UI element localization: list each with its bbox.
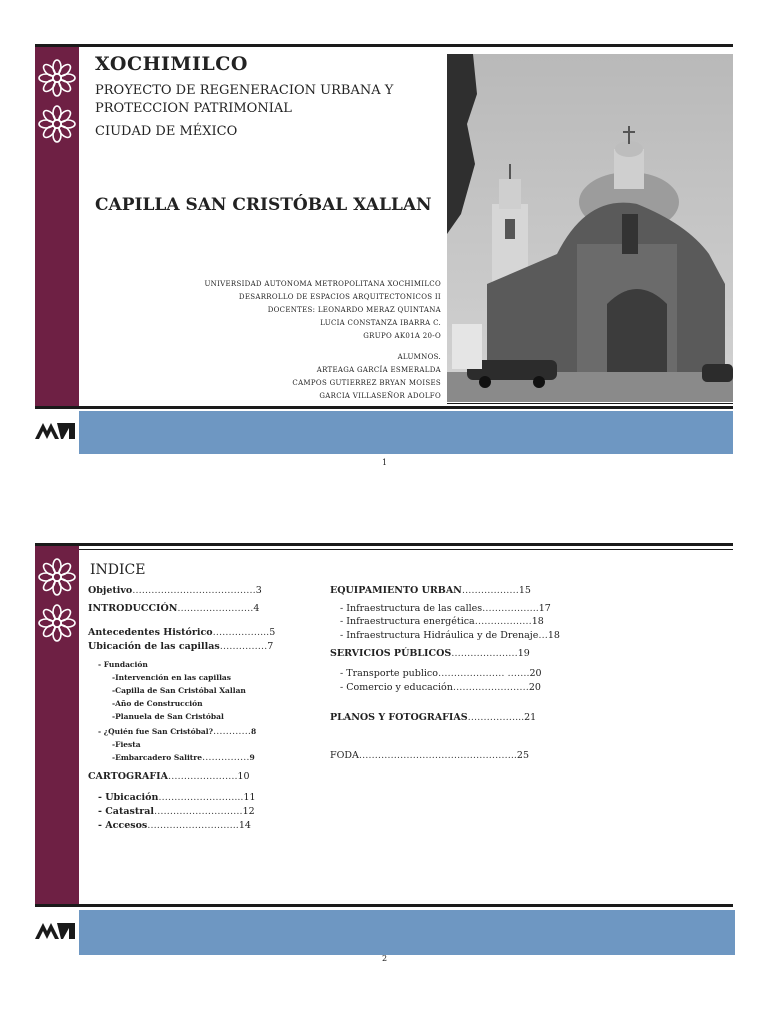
toc-entry-page: 18 [547,630,560,641]
toc-entry[interactable] [112,752,255,763]
toc-entry-page: 20 [529,668,542,679]
toc-entry[interactable] [88,585,262,596]
credit-line: DESARROLLO DE ESPACIOS ARQUITECTONICOS II [238,293,441,301]
toc-entry[interactable] [330,712,536,723]
toc-entry-label: Antecedentes Histórico [88,627,213,638]
toc-entry[interactable] [98,792,256,803]
toc-right-column [330,585,560,785]
toc-entry[interactable] [98,820,251,831]
toc-entry-label: INTRODUCCIÓN [88,603,178,614]
toc-entry[interactable] [88,771,250,782]
toc-entry-label: - Ubicación [98,792,159,803]
toc-entry-page: 18 [531,616,544,627]
toc-entry-leader: ………………………………… [132,585,256,596]
toc-entry-leader: ………… [213,726,251,737]
page-number: 2 [382,954,388,963]
toc-entry-leader: ……………… [474,616,532,627]
credit-line: DOCENTES: LEONARDO MERAZ QUINTANA [267,306,441,314]
bottom-rule [35,406,733,409]
toc-entry-page: 8 [251,727,257,736]
toc-entry-page: 3 [255,585,262,596]
subtitle-line-3: CIUDAD DE MÉXICO [95,124,238,139]
toc-entry-label: - Infraestructura de las calles [340,603,483,614]
toc-entry-label: - Infraestructura energética [340,616,475,627]
toc-entry-page: 20 [528,682,541,693]
toc-entry-label: FODA [330,750,359,761]
toc-entry-page: 14 [238,820,251,831]
toc-entry-label: - Comercio y educación [340,682,453,693]
credit-line: GARCIA VILLASEÑOR ADOLFO [319,392,441,400]
flower-icon [37,104,77,144]
toc-left-column [88,585,308,845]
toc-entry-leader: …………… [219,641,268,652]
toc-entry-label: -Intervención en las capillas [112,673,232,682]
toc-entry-leader: ……………………….. [147,820,239,831]
index-title: INDICE [90,562,146,578]
toc-entry[interactable] [98,806,255,817]
uam-logo-icon [35,923,75,939]
toc-entry-label: - Accesos [98,820,148,831]
toc-entry-leader: ……………... [482,603,539,614]
toc-entry[interactable] [112,739,141,750]
flower-icon [37,603,77,643]
main-title: CAPILLA SAN CRISTÓBAL XALLAN [95,195,432,215]
toc-entry[interactable] [340,603,551,614]
toc-entry-label: -Capilla de San Cristóbal Xallan [112,686,246,695]
side-bar [35,47,79,409]
page-number: 1 [382,458,388,467]
toc-entry-label: -Planuela de San Cristóbal [112,712,224,721]
toc-entry-leader: ……………... [467,712,525,723]
toc-entry[interactable] [330,585,531,596]
toc-entry-page: 25 [516,750,529,761]
toc-entry-leader: ……………… [461,585,519,596]
toc-entry-page: 21 [524,712,537,723]
toc-entry-label: Objetivo [88,585,133,596]
toc-entry-label: -Fiesta [112,740,141,749]
toc-entry-label: - ¿Quién fue San Cristóbal? [98,727,213,736]
toc-entry[interactable] [112,685,246,696]
toc-entry-label: CARTOGRAFIA [88,771,168,782]
toc-entry-page: 10 [237,771,250,782]
toc-entry[interactable] [112,672,231,683]
credit-line: LUCIA CONSTANZA IBARRA C. [320,319,441,327]
toc-entry-label: - Transporte publico [340,668,438,679]
credit-line: GRUPO AK01A 20-O [363,332,441,340]
toc-entry-leader: …………………. [167,771,238,782]
flower-icon [37,58,77,98]
toc-entry-leader: ………………… [451,648,518,659]
toc-entry-page: 4 [253,603,260,614]
top-thin-rule [79,549,733,550]
church-photo [447,54,733,402]
toc-entry-leader: ………………………. [154,806,243,817]
toc-entry-label: SERVICIOS PÚBLICOS [330,648,452,659]
toc-entry-leader: ……………... [212,627,270,638]
toc-entry-leader: …………… [202,752,250,763]
toc-entry-label: - Catastral [98,806,155,817]
toc-entry-page: 17 [538,603,551,614]
header-title: XOCHIMILCO [95,53,248,75]
top-rule [35,543,733,546]
footer-band [79,910,735,955]
toc-entry[interactable] [98,726,256,737]
credit-line: ALUMNOS. [397,353,441,361]
toc-entry-page: 9 [249,753,255,762]
toc-entry[interactable] [340,668,542,679]
toc-entry[interactable] [112,698,203,709]
toc-entry[interactable] [88,603,259,614]
toc-entry-label: Ubicación de las capillas [88,641,220,652]
toc-entry-page: 5 [269,627,276,638]
toc-entry-leader: …………………… [177,603,254,614]
credit-line: CAMPOS GUTIERREZ BRYAN MOISES [292,379,441,387]
toc-entry-leader: ………………………………………….. [358,750,517,761]
subtitle-line-2: PROTECCION PATRIMONIAL [95,101,292,116]
side-bar [35,546,79,904]
toc-entry-page: 7 [267,641,274,652]
subtitle-line-1: PROYECTO DE REGENERACION URBANA Y [95,83,394,98]
credit-line: ARTEAGA GARCÍA ESMERALDA [316,366,441,374]
toc-entry-page: 11 [243,792,256,803]
toc-entry[interactable] [340,616,544,627]
toc-entry-leader: …………………… [452,682,529,693]
toc-entry[interactable] [340,682,541,693]
photo-rule [447,403,733,404]
bottom-rule [35,904,733,907]
top-rule [35,44,733,47]
toc-entry[interactable] [88,641,273,652]
toc-entry[interactable] [340,630,560,641]
toc-entry-label: EQUIPAMIENTO URBAN [330,585,462,596]
toc-entry-leader: … [538,630,548,641]
toc-entry-label: - Fundación [98,660,148,669]
toc-entry[interactable] [330,750,529,761]
toc-entry-page: 15 [518,585,531,596]
credit-line: UNIVERSIDAD AUTONOMA METROPOLITANA XOCHIMILCO [204,280,441,288]
toc-entry[interactable] [330,648,530,659]
toc-entry-page: 12 [242,806,255,817]
toc-entry[interactable] [88,627,275,638]
toc-entry-leader: ……………………... [158,792,244,803]
toc-entry-leader: ………………… ……. [437,668,530,679]
toc-entry[interactable] [98,659,148,670]
flower-icon [37,557,77,597]
toc-entry-label: -Embarcadero Salitre [112,753,202,762]
toc-entry-label: -Año de Construcción [112,699,203,708]
credits-block [190,280,441,400]
uam-logo-icon [35,423,75,439]
footer-band [79,411,733,454]
toc-entry-label: PLANOS Y FOTOGRAFIAS [330,712,468,723]
toc-entry-label: - Infraestructura Hidráulica y de Drenaje [340,630,539,641]
toc-entry-page: 19 [517,648,530,659]
toc-entry[interactable] [112,711,224,722]
